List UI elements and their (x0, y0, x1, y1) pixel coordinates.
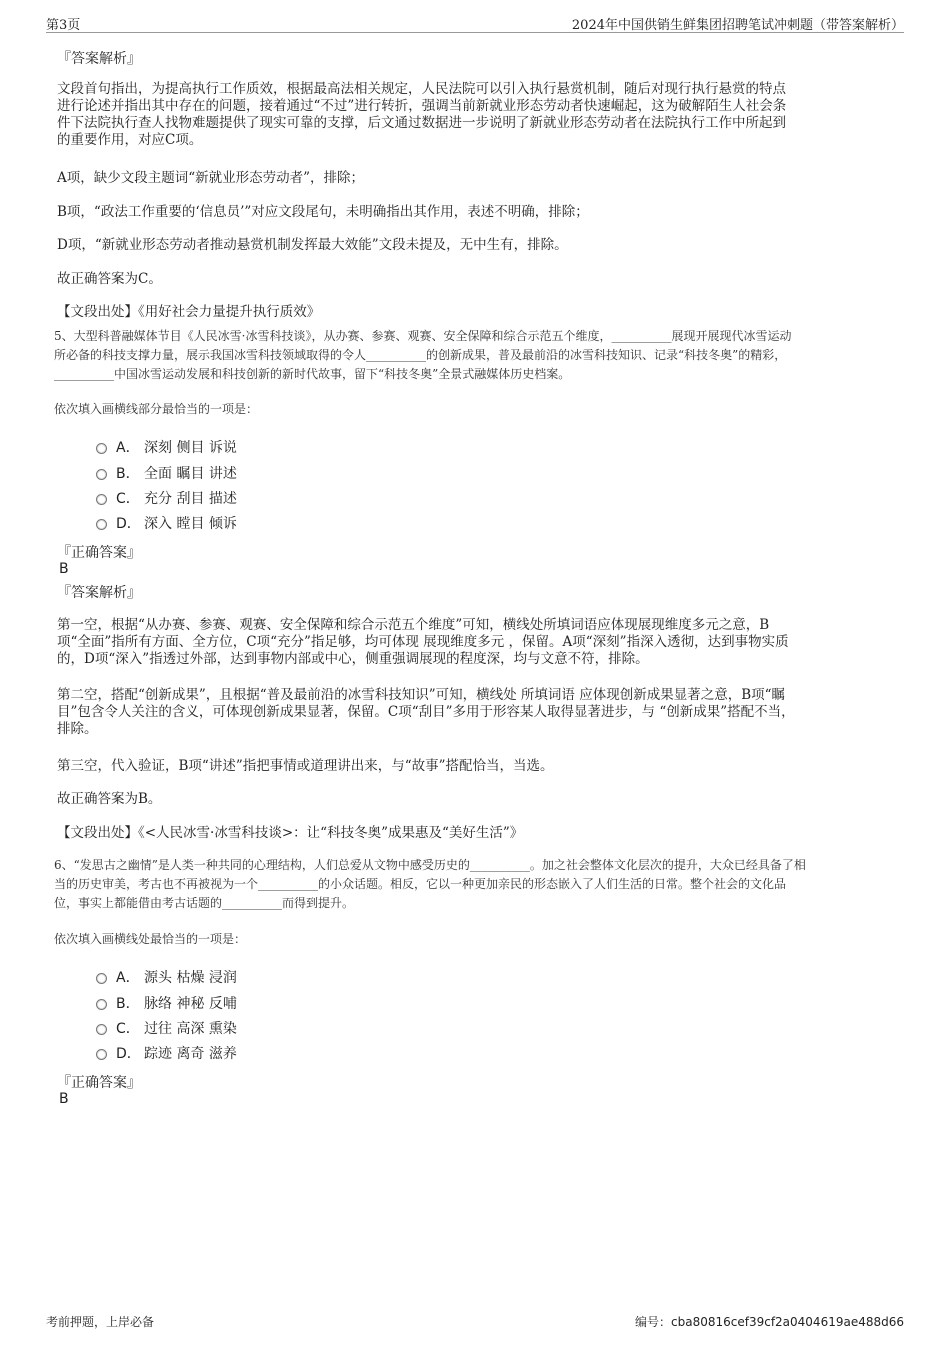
option-d[interactable]: D． 深入 瞠目 倾诉 (96, 513, 237, 533)
option-d[interactable]: D． 踪迹 离奇 滋养 (96, 1043, 237, 1063)
source-citation: 【文段出处】《<人民冰雪·冰雪科技谈>：让“科技冬奥”成果惠及“美好生活”》 (57, 825, 524, 841)
text-line: 所必备的科技支撑力量，展示我国冰雪科技领域取得的令人__________的创新成果，普及最前沿的冰雪科技知识、记录“科技冬奥”的精彩， (54, 348, 787, 362)
page-footer (46, 1313, 904, 1331)
radio-icon[interactable] (96, 1024, 107, 1035)
analysis-paragraph-3: 第三空，代入验证，B项“讲述”指把事情或道理讲出来，与“故事”搭配恰当，当选。 (57, 758, 554, 774)
correct-answer: B (59, 1091, 69, 1107)
text-line: 的重要作用，对应C项。 (57, 132, 203, 148)
option-b[interactable]: B． 脉络 神秘 反哺 (96, 993, 237, 1013)
option-b[interactable]: B． 全面 瞩目 讲述 (96, 463, 237, 483)
page-header (46, 12, 904, 33)
analysis-paragraph-2 (57, 687, 891, 738)
question-6-stem (54, 856, 894, 913)
text-line: 文段首句指出，为提高执行工作质效，根据最高法相关规定，人民法院可以引入执行悬赏机制，随后对现行执行悬赏的特点 (57, 81, 786, 97)
text-line: 排除。 (57, 721, 98, 737)
analysis-label: 『答案解析』 (57, 585, 141, 601)
analysis-conclusion: 故正确答案为B。 (57, 791, 162, 807)
analysis-option-b: B项，“政法工作重要的‘信息员’”对应文段尾句，未明确指出其作用，表述不明确，排除； (57, 204, 589, 220)
source-citation: 【文段出处】《用好社会力量提升执行质效》 (57, 304, 321, 320)
analysis-paragraph-1 (57, 617, 891, 668)
question-5-prompt: 依次填入画横线部分最恰当的一项是： (54, 402, 259, 416)
analysis-conclusion: 故正确答案为C。 (57, 271, 162, 287)
correct-answer-label: 『正确答案』 (57, 545, 141, 561)
text-line: 第一空，根据“从办赛、参赛、观赛、安全保障和综合示范五个维度”可知，横线处所填词语应体现展现维度多元之意，B (57, 617, 770, 633)
text-line: 项“全面”指所有方面、全方位，C项“充分”指足够，均可体现 展现维度多元 ，保留。A项“深刻”指深入透彻，达到事物实质 (57, 634, 789, 650)
radio-icon[interactable] (96, 519, 107, 530)
page-number: 第3页 (46, 18, 81, 33)
analysis-label: 『答案解析』 (57, 51, 141, 67)
text-line: 6、“发思古之幽情”是人类一种共同的心理结构，人们总爱从文物中感受历史的__________。加之社会整体文化层次的提升，大众已经具备了相 (54, 858, 806, 872)
option-c[interactable]: C． 充分 刮目 描述 (96, 488, 237, 508)
analysis-option-d: D项，“新就业形态劳动者推动悬赏机制发挥最大效能”文段未提及，无中生有，排除。 (57, 237, 568, 253)
text-line: 进行论述并指出其中存在的问题，接着通过“不过”进行转折，强调当前新就业形态劳动者快速崛起，这为破解陌生人社会条 (57, 98, 787, 114)
footer-slogan: 考前押题，上岸必备 (46, 1315, 155, 1329)
correct-answer: B (59, 561, 69, 577)
correct-answer-label: 『正确答案』 (57, 1075, 141, 1091)
text-line: 的，D项“深入”指透过外部，达到事物内部或中心，侧重强调展现的程度深，均与文意不符，排除。 (57, 651, 649, 667)
radio-icon[interactable] (96, 999, 107, 1010)
question-5-stem (54, 327, 894, 384)
text-line: 第二空，搭配“创新成果”，且根据“普及最前沿的冰雪科技知识”可知，横线处 所填词语 应体现创新成果显著之意，B项“瞩 (57, 687, 786, 703)
text-line: 位，事实上都能借由考古话题的__________而得到提升。 (54, 896, 355, 910)
document-code: 编号：cba80816cef39cf2a0404619ae488d66 (634, 1315, 904, 1329)
text-line: 件下法院执行查人找物难题提供了现实可靠的支撑，后文通过数据进一步说明了新就业形态劳动者在法院执行工作中所起到 (57, 115, 786, 131)
text-line: 目”包含令人关注的含义，可体现创新成果显著，保留。C项“刮目”多用于形容某人取得显著进步，与 “创新成果”搭配不当， (57, 704, 795, 720)
text-line: __________中国冰雪运动发展和科技创新的新时代故事，留下“科技冬奥”全景式融媒体历史档案。 (54, 367, 571, 381)
text-line: 5、大型科普融媒体节目《人民冰雪·冰雪科技谈》，从办赛、参赛、观赛、安全保障和综合示范五个维度，__________展现开展现代冰雪运动 (54, 329, 792, 343)
radio-icon[interactable] (96, 494, 107, 505)
radio-icon[interactable] (96, 443, 107, 454)
radio-icon[interactable] (96, 469, 107, 480)
option-a[interactable]: A． 深刻 侧目 诉说 (96, 437, 237, 457)
radio-icon[interactable] (96, 1049, 107, 1060)
text-line: 当的历史审美，考古也不再被视为一个__________的小众话题。相反，它以一种更加亲民的形态嵌入了人们生活的日常。整个社会的文化品 (54, 877, 787, 891)
option-a[interactable]: A． 源头 枯燥 浸润 (96, 967, 237, 987)
radio-icon[interactable] (96, 973, 107, 984)
document-title: 2024年中国供销生鲜集团招聘笔试冲刺题（带答案解析） (571, 18, 904, 33)
option-c[interactable]: C． 过往 高深 熏染 (96, 1018, 237, 1038)
question-6-prompt: 依次填入画横线处最恰当的一项是： (54, 932, 247, 946)
analysis-paragraph (57, 81, 891, 149)
analysis-option-a: A项，缺少文段主题词“新就业形态劳动者”，排除； (57, 170, 365, 186)
